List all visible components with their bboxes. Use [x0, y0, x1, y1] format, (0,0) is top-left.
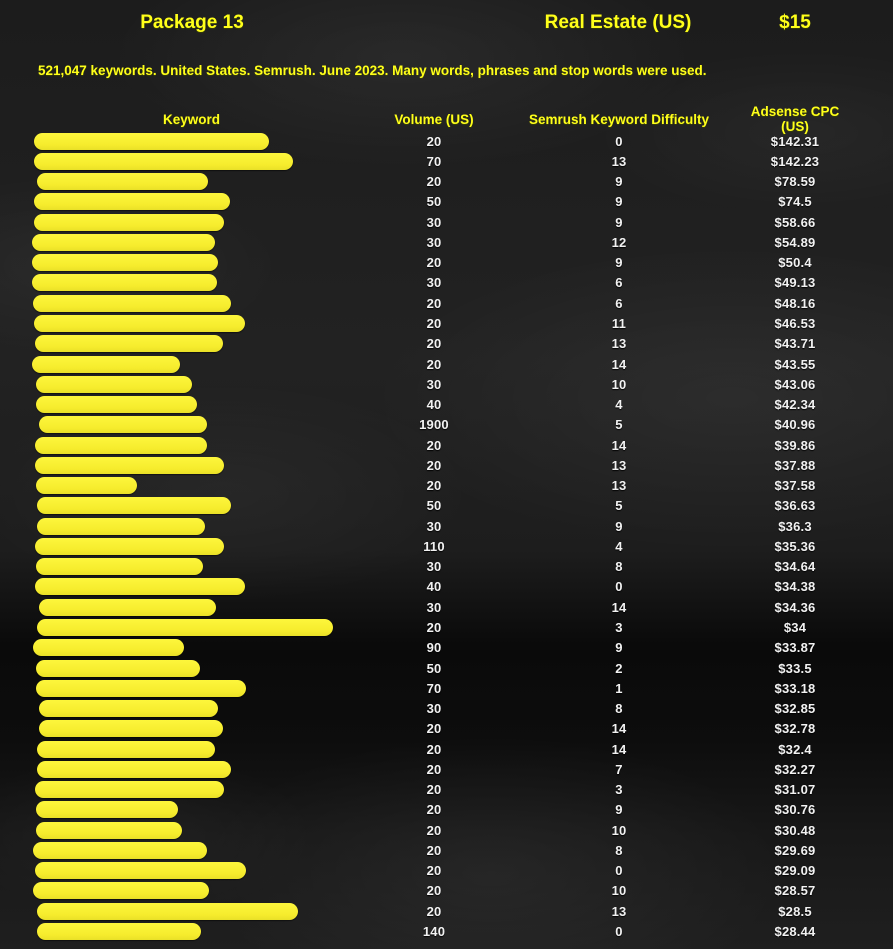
table-row	[0, 496, 851, 516]
cpc-value: $36.63	[774, 498, 816, 514]
redacted-keyword-bar	[37, 923, 201, 940]
cpc-value: $29.09	[774, 863, 816, 879]
redacted-keyword-bar	[36, 801, 178, 818]
column-header-difficulty: Semrush Keyword Difficulty	[528, 111, 710, 127]
keyword-cell	[0, 780, 369, 800]
volume-value: 50	[426, 660, 442, 676]
difficulty-value: 0	[615, 133, 623, 149]
cpc-value: $32.27	[774, 761, 816, 777]
cpc-value: $78.59	[774, 174, 816, 190]
volume-value: 50	[426, 194, 442, 210]
difficulty-value: 3	[615, 620, 623, 635]
redacted-keyword-bar	[35, 437, 207, 454]
table-row	[0, 861, 851, 881]
volume-value: 30	[426, 376, 442, 392]
redacted-keyword-bar	[37, 518, 205, 535]
cpc-value: $43.06	[774, 376, 816, 392]
redacted-keyword-bar	[35, 538, 224, 555]
volume-value: 20	[426, 802, 442, 818]
table-row	[0, 334, 851, 354]
volume-value: 30	[426, 701, 442, 717]
difficulty-value: 5	[615, 417, 623, 433]
table-row	[0, 800, 851, 820]
difficulty-value: 0	[615, 863, 623, 879]
keyword-cell	[0, 840, 369, 860]
redacted-keyword-bar	[34, 193, 230, 210]
redacted-keyword-bar	[36, 477, 137, 494]
table-row	[0, 557, 851, 577]
keyword-cell	[0, 638, 369, 658]
redacted-keyword-bar	[36, 822, 182, 839]
package-description: 521,047 keywords. United States. Semrush. June 2023. Many words, phrases and stop words were used.	[38, 63, 707, 78]
redacted-keyword-bar	[35, 862, 246, 879]
difficulty-value: 10	[611, 883, 627, 899]
keyword-cell	[0, 273, 369, 293]
table-row	[0, 719, 851, 739]
difficulty-value: 9	[615, 518, 623, 534]
column-header-cpc: Adsense CPC (US)	[750, 104, 840, 134]
redacted-keyword-bar	[33, 842, 207, 859]
difficulty-value: 14	[611, 599, 627, 615]
keyword-cell	[0, 415, 369, 435]
volume-value: 20	[426, 174, 442, 190]
volume-value: 30	[426, 234, 442, 250]
table-row	[0, 577, 851, 597]
keyword-cell	[0, 232, 369, 252]
keyword-cell	[0, 476, 369, 496]
difficulty-value: 9	[615, 214, 623, 230]
keyword-cell	[0, 192, 369, 212]
volume-value: 20	[426, 133, 442, 149]
column-header-volume: Volume (US)	[394, 111, 474, 127]
volume-value: 40	[426, 397, 442, 413]
table-row	[0, 881, 851, 901]
table-row	[0, 516, 851, 536]
volume-value: 30	[426, 518, 442, 534]
redacted-keyword-bar	[39, 700, 218, 717]
difficulty-value: 9	[615, 194, 623, 210]
table-row	[0, 172, 851, 192]
difficulty-value: 1	[615, 680, 623, 696]
cpc-value: $32.78	[774, 721, 816, 737]
cpc-value: $33.18	[774, 680, 816, 696]
volume-value: 20	[426, 883, 442, 899]
table-row	[0, 597, 851, 617]
table-row	[0, 293, 851, 313]
volume-value: 20	[426, 478, 442, 494]
cpc-value: $31.07	[774, 782, 816, 798]
cpc-value: $74.5	[778, 194, 812, 210]
cpc-value: $46.53	[774, 316, 816, 332]
difficulty-value: 9	[615, 640, 623, 656]
cpc-value: $37.88	[774, 457, 816, 473]
volume-value: 20	[426, 255, 442, 271]
volume-value: 140	[422, 923, 446, 939]
difficulty-value: 8	[615, 842, 623, 858]
table-row	[0, 820, 851, 840]
difficulty-value: 0	[615, 923, 623, 939]
volume-value: 30	[426, 214, 442, 230]
table-row	[0, 232, 851, 252]
keyword-cell	[0, 293, 369, 313]
keyword-cell	[0, 374, 369, 394]
keyword-cell	[0, 597, 369, 617]
cpc-value: $54.89	[774, 234, 816, 250]
volume-value: 20	[426, 356, 442, 372]
column-header-row	[0, 104, 851, 134]
difficulty-value: 4	[615, 397, 623, 413]
table-row	[0, 658, 851, 678]
cpc-value: $39.86	[774, 437, 816, 453]
volume-value: 20	[426, 842, 442, 858]
redacted-keyword-bar	[39, 416, 207, 433]
volume-value: 20	[426, 903, 442, 919]
keyword-cell	[0, 921, 369, 941]
package-title: Package 13	[140, 12, 244, 33]
redacted-keyword-bar	[32, 356, 180, 373]
keyword-cell	[0, 172, 369, 192]
category-title: Real Estate (US)	[544, 12, 692, 33]
difficulty-value: 2	[615, 660, 623, 676]
difficulty-value: 14	[611, 741, 627, 757]
difficulty-value: 7	[615, 761, 623, 777]
volume-value: 20	[426, 741, 442, 757]
redacted-keyword-bar	[37, 761, 231, 778]
table-row	[0, 780, 851, 800]
volume-value: 90	[426, 640, 442, 656]
table-row	[0, 394, 851, 414]
cpc-value: $37.58	[774, 478, 816, 494]
difficulty-value: 10	[611, 376, 627, 392]
difficulty-value: 9	[615, 174, 623, 190]
redacted-keyword-bar	[37, 173, 208, 190]
keyword-cell	[0, 759, 369, 779]
volume-value: 20	[426, 863, 442, 879]
volume-value: 20	[426, 620, 442, 635]
table-row	[0, 536, 851, 556]
keyword-cell	[0, 354, 369, 374]
difficulty-value: 13	[611, 903, 627, 919]
difficulty-value: 13	[611, 457, 627, 473]
cpc-value: $48.16	[774, 295, 816, 311]
difficulty-value: 6	[615, 295, 623, 311]
cpc-value: $142.31	[770, 133, 820, 149]
keyword-cell	[0, 698, 369, 718]
redacted-keyword-bar	[32, 254, 218, 271]
redacted-keyword-bar	[35, 335, 223, 352]
cpc-value: $40.96	[774, 417, 816, 433]
difficulty-value: 0	[615, 579, 623, 595]
redacted-keyword-bar	[35, 578, 245, 595]
redacted-keyword-bar	[33, 882, 209, 899]
volume-value: 70	[426, 680, 442, 696]
volume-value: 30	[426, 599, 442, 615]
keyword-cell	[0, 455, 369, 475]
keyword-cell	[0, 496, 369, 516]
cpc-value: $30.48	[774, 822, 816, 838]
keyword-cell	[0, 901, 369, 921]
volume-value: 70	[426, 153, 442, 169]
difficulty-value: 4	[615, 538, 623, 554]
keyword-cell	[0, 719, 369, 739]
table-row	[0, 698, 851, 718]
redacted-keyword-bar	[34, 315, 245, 332]
table-row	[0, 415, 851, 435]
table-row	[0, 273, 851, 293]
keyword-cell	[0, 800, 369, 820]
table-row	[0, 739, 851, 759]
difficulty-value: 5	[615, 498, 623, 514]
redacted-keyword-bar	[39, 720, 223, 737]
volume-value: 50	[426, 498, 442, 514]
table-row	[0, 435, 851, 455]
keyword-cell	[0, 881, 369, 901]
redacted-keyword-bar	[35, 457, 224, 474]
volume-value: 40	[426, 579, 442, 595]
keyword-cell	[0, 617, 369, 637]
cpc-value: $43.55	[774, 356, 816, 372]
cpc-value: $32.85	[774, 701, 816, 717]
cpc-value: $50.4	[778, 255, 812, 271]
table-row	[0, 759, 851, 779]
volume-value: 20	[426, 457, 442, 473]
table-row	[0, 678, 851, 698]
keyword-cell	[0, 658, 369, 678]
redacted-keyword-bar	[37, 903, 298, 920]
keyword-cell	[0, 739, 369, 759]
cpc-value: $33.87	[774, 640, 816, 656]
redacted-keyword-bar	[36, 396, 197, 413]
volume-value: 20	[426, 336, 442, 352]
volume-value: 20	[426, 721, 442, 737]
difficulty-value: 12	[611, 234, 627, 250]
cpc-value: $42.34	[774, 397, 816, 413]
cpc-value: $34.36	[774, 599, 816, 615]
keyword-cell	[0, 212, 369, 232]
redacted-keyword-bar	[36, 376, 192, 393]
table-row	[0, 253, 851, 273]
redacted-keyword-bar	[33, 639, 184, 656]
keyword-cell	[0, 820, 369, 840]
table-row	[0, 455, 851, 475]
difficulty-value: 13	[611, 336, 627, 352]
difficulty-value: 8	[615, 701, 623, 717]
cpc-value: $28.5	[778, 903, 812, 919]
difficulty-value: 8	[615, 559, 623, 575]
redacted-keyword-bar	[37, 619, 333, 636]
cpc-value: $34.38	[774, 579, 816, 595]
table-row	[0, 374, 851, 394]
table-row	[0, 192, 851, 212]
cpc-value: $29.69	[774, 842, 816, 858]
cpc-value: $30.76	[774, 802, 816, 818]
keyword-cell	[0, 516, 369, 536]
cpc-value: $35.36	[774, 538, 816, 554]
keyword-cell	[0, 131, 369, 151]
volume-value: 20	[426, 822, 442, 838]
difficulty-value: 11	[611, 316, 627, 332]
keyword-cell	[0, 678, 369, 698]
keyword-cell	[0, 557, 369, 577]
table-row	[0, 921, 851, 941]
table-row	[0, 212, 851, 232]
keyword-cell	[0, 861, 369, 881]
cpc-value: $28.57	[774, 883, 816, 899]
redacted-keyword-bar	[33, 295, 231, 312]
price-label: $15	[779, 12, 811, 33]
volume-value: 30	[426, 559, 442, 575]
keyword-cell	[0, 313, 369, 333]
volume-value: 110	[423, 538, 445, 554]
keyword-cell	[0, 334, 369, 354]
table-row	[0, 638, 851, 658]
difficulty-value: 13	[611, 153, 627, 169]
difficulty-value: 14	[611, 721, 627, 737]
difficulty-value: 14	[611, 356, 627, 372]
difficulty-value: 9	[615, 802, 623, 818]
keyword-cell	[0, 435, 369, 455]
difficulty-value: 13	[611, 478, 627, 494]
redacted-keyword-bar	[34, 133, 269, 150]
keyword-cell	[0, 577, 369, 597]
table-row	[0, 840, 851, 860]
cpc-value: $32.4	[778, 741, 812, 757]
volume-value: 1900	[419, 417, 449, 433]
redacted-keyword-bar	[39, 599, 216, 616]
volume-value: 20	[426, 782, 442, 798]
difficulty-value: 6	[615, 275, 623, 291]
difficulty-value: 9	[615, 255, 623, 271]
cpc-value: $34	[783, 620, 807, 635]
column-header-keyword: Keyword	[162, 111, 220, 127]
redacted-keyword-bar	[32, 234, 215, 251]
redacted-keyword-bar	[37, 741, 215, 758]
cpc-value: $58.66	[774, 214, 816, 230]
difficulty-value: 14	[611, 437, 627, 453]
table-row	[0, 131, 851, 151]
cpc-value: $34.64	[774, 559, 816, 575]
keyword-cell	[0, 394, 369, 414]
keyword-cell	[0, 151, 369, 171]
volume-value: 20	[426, 761, 442, 777]
table-row	[0, 617, 851, 637]
redacted-keyword-bar	[34, 214, 224, 231]
volume-value: 20	[426, 437, 442, 453]
keyword-table-body	[0, 131, 851, 942]
cpc-value: $33.5	[778, 660, 812, 676]
table-row	[0, 151, 851, 171]
volume-value: 20	[426, 316, 442, 332]
volume-value: 30	[426, 275, 442, 291]
difficulty-value: 10	[611, 822, 627, 838]
redacted-keyword-bar	[36, 558, 203, 575]
redacted-keyword-bar	[37, 497, 231, 514]
keyword-cell	[0, 253, 369, 273]
cpc-value: $36.3	[778, 518, 812, 534]
difficulty-value: 3	[615, 782, 623, 798]
cpc-value: $142.23	[770, 153, 820, 169]
table-row	[0, 476, 851, 496]
cpc-value: $28.44	[774, 923, 816, 939]
table-row	[0, 901, 851, 921]
keyword-cell	[0, 536, 369, 556]
redacted-keyword-bar	[36, 680, 246, 697]
redacted-keyword-bar	[35, 781, 224, 798]
cpc-value: $43.71	[774, 336, 816, 352]
redacted-keyword-bar	[34, 153, 293, 170]
volume-value: 20	[426, 295, 442, 311]
table-row	[0, 313, 851, 333]
redacted-keyword-bar	[36, 660, 200, 677]
redacted-keyword-bar	[32, 274, 217, 291]
cpc-value: $49.13	[774, 275, 816, 291]
table-row	[0, 354, 851, 374]
